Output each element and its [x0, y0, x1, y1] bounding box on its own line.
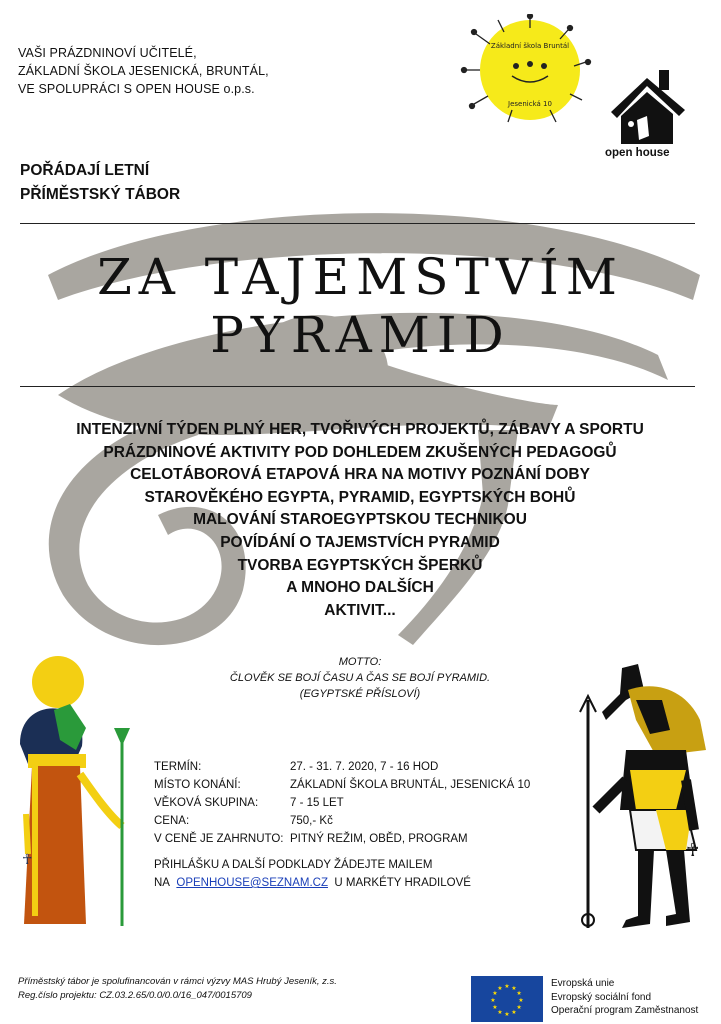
- activity-line: A MNOHO DALŠÍCH: [286, 579, 434, 597]
- eu-star-icon: ★: [511, 1010, 517, 1017]
- project-number: Reg.číslo projektu: CZ.03.2.65/0.0/0.0/16_047/0015709: [18, 990, 252, 1001]
- info-label: CENA:: [154, 815, 190, 827]
- org-line: VAŠI PRÁZDNINOVÍ UČITELÉ,: [18, 46, 197, 60]
- event-type-line: PŘÍMĚSTSKÝ TÁBOR: [20, 186, 181, 203]
- activity-line: AKTIVIT...: [324, 601, 396, 619]
- event-type: [20, 159, 180, 207]
- funding-note: [18, 975, 337, 1003]
- info-row: [154, 776, 530, 794]
- motto-text: ČLOVĚK SE BOJÍ ČASU A ČAS SE BOJÍ PYRAMID.: [229, 672, 491, 684]
- activities-list: [20, 419, 700, 622]
- info-value: ZÁKLADNÍ ŠKOLA BRUNTÁL, JESENICKÁ 10: [290, 779, 531, 791]
- motto-source: (EGYPTSKÉ PŘÍSLOVÍ): [299, 688, 421, 700]
- apply-line: PŘIHLÁŠKU A DALŠÍ PODKLADY ŽÁDEJTE MAILEM: [154, 859, 433, 871]
- egyptian-god-thoth-illustration: [566, 660, 716, 934]
- info-table: [154, 758, 530, 848]
- info-value: 27. - 31. 7. 2020, 7 - 16 HOD: [290, 761, 439, 773]
- school-logo: [458, 14, 594, 126]
- funding-line: Příměstský tábor je spolufinancován v rámci výzvy MAS Hrubý Jeseník, z.s.: [18, 976, 337, 987]
- eu-flag-icon: [471, 976, 543, 1022]
- eu-star-icon: ★: [511, 985, 517, 992]
- eu-line: Evropská unie: [551, 978, 615, 989]
- info-row: [154, 830, 530, 848]
- eu-star-icon: ★: [497, 1010, 503, 1017]
- org-line: ZÁKLADNÍ ŠKOLA JESENICKÁ, BRUNTÁL,: [18, 64, 269, 78]
- ankh-icon: ☥: [686, 840, 700, 860]
- info-label: MÍSTO KONÁNÍ:: [154, 779, 241, 791]
- info-row: [154, 758, 530, 776]
- egyptian-goddess-illustration: [14, 654, 136, 932]
- email-link[interactable]: OPENHOUSE@SEZNAM.CZ: [176, 877, 328, 889]
- info-label: VĚKOVÁ SKUPINA:: [154, 797, 259, 809]
- eu-star-icon: ★: [492, 1005, 498, 1011]
- activity-line: STAROVĚKÉHO EGYPTA, PYRAMID, EGYPTSKÝCH BOHŮ: [144, 488, 576, 506]
- eu-star-icon: ★: [490, 998, 496, 1004]
- eu-star-icon: ★: [516, 991, 522, 997]
- motto: [210, 654, 510, 702]
- info-value: 750,- Kč: [290, 815, 333, 827]
- eu-line: Evropský sociální fond: [551, 991, 652, 1003]
- open-house-label: open house: [605, 147, 670, 159]
- organizer-text: [18, 44, 269, 98]
- activity-line: CELOTÁBOROVÁ ETAPOVÁ HRA NA MOTIVY POZNÁNÍ DOBY: [130, 466, 590, 484]
- activity-line: MALOVÁNÍ STAROEGYPTSKOU TECHNIKOU: [193, 511, 527, 529]
- eu-star-icon: ★: [516, 1005, 522, 1011]
- activity-line: PRÁZDNINOVÉ AKTIVITY POD DOHLEDEM ZKUŠENÝCH PEDAGOGŮ: [103, 443, 617, 461]
- school-logo-address: Jesenická 10: [508, 100, 552, 108]
- eu-star-icon: ★: [492, 991, 498, 997]
- title-line-1: ZA TAJEMSTVÍM: [97, 248, 624, 306]
- eu-star-icon: ★: [518, 998, 524, 1004]
- activity-line: POVÍDÁNÍ O TAJEMSTVÍCH PYRAMID: [220, 533, 500, 551]
- apply-suffix: U MARKÉTY HRADILOVÉ: [334, 877, 471, 889]
- apply-prefix: NA: [154, 877, 170, 889]
- eu-star-icon: ★: [497, 985, 503, 992]
- title-line-2: PYRAMID: [210, 306, 511, 364]
- motto-label: MOTTO:: [338, 656, 382, 668]
- apply-line-2: [154, 874, 471, 892]
- eu-line: Operační program Zaměstnanost: [551, 1005, 699, 1016]
- event-type-line: POŘÁDAJÍ LETNÍ: [20, 162, 150, 179]
- info-row: [154, 812, 530, 830]
- eu-funding-text: [551, 977, 698, 1018]
- info-row: [154, 794, 530, 812]
- org-line: VE SPOLUPRÁCI S OPEN HOUSE o.p.s.: [18, 82, 255, 96]
- info-label: V CENĚ JE ZAHRNUTO:: [154, 833, 284, 845]
- ankh-icon: ☥: [22, 851, 33, 867]
- activity-line: TVORBA EGYPTSKÝCH ŠPERKŮ: [237, 556, 483, 574]
- divider: [20, 386, 695, 387]
- info-value: 7 - 15 LET: [290, 797, 344, 809]
- divider: [20, 223, 695, 224]
- info-label: TERMÍN:: [154, 761, 202, 773]
- info-value: PITNÝ REŽIM, OBĚD, PROGRAM: [290, 833, 468, 845]
- eu-star-icon: ★: [504, 1012, 510, 1018]
- activity-line: INTENZIVNÍ TÝDEN PLNÝ HER, TVOŘIVÝCH PROJEKTŮ, ZÁBAVY A SPORTU: [76, 421, 644, 438]
- application-info: [154, 856, 471, 892]
- school-logo-text: Základní škola Bruntál: [490, 42, 570, 50]
- eu-star-icon: ★: [504, 984, 510, 990]
